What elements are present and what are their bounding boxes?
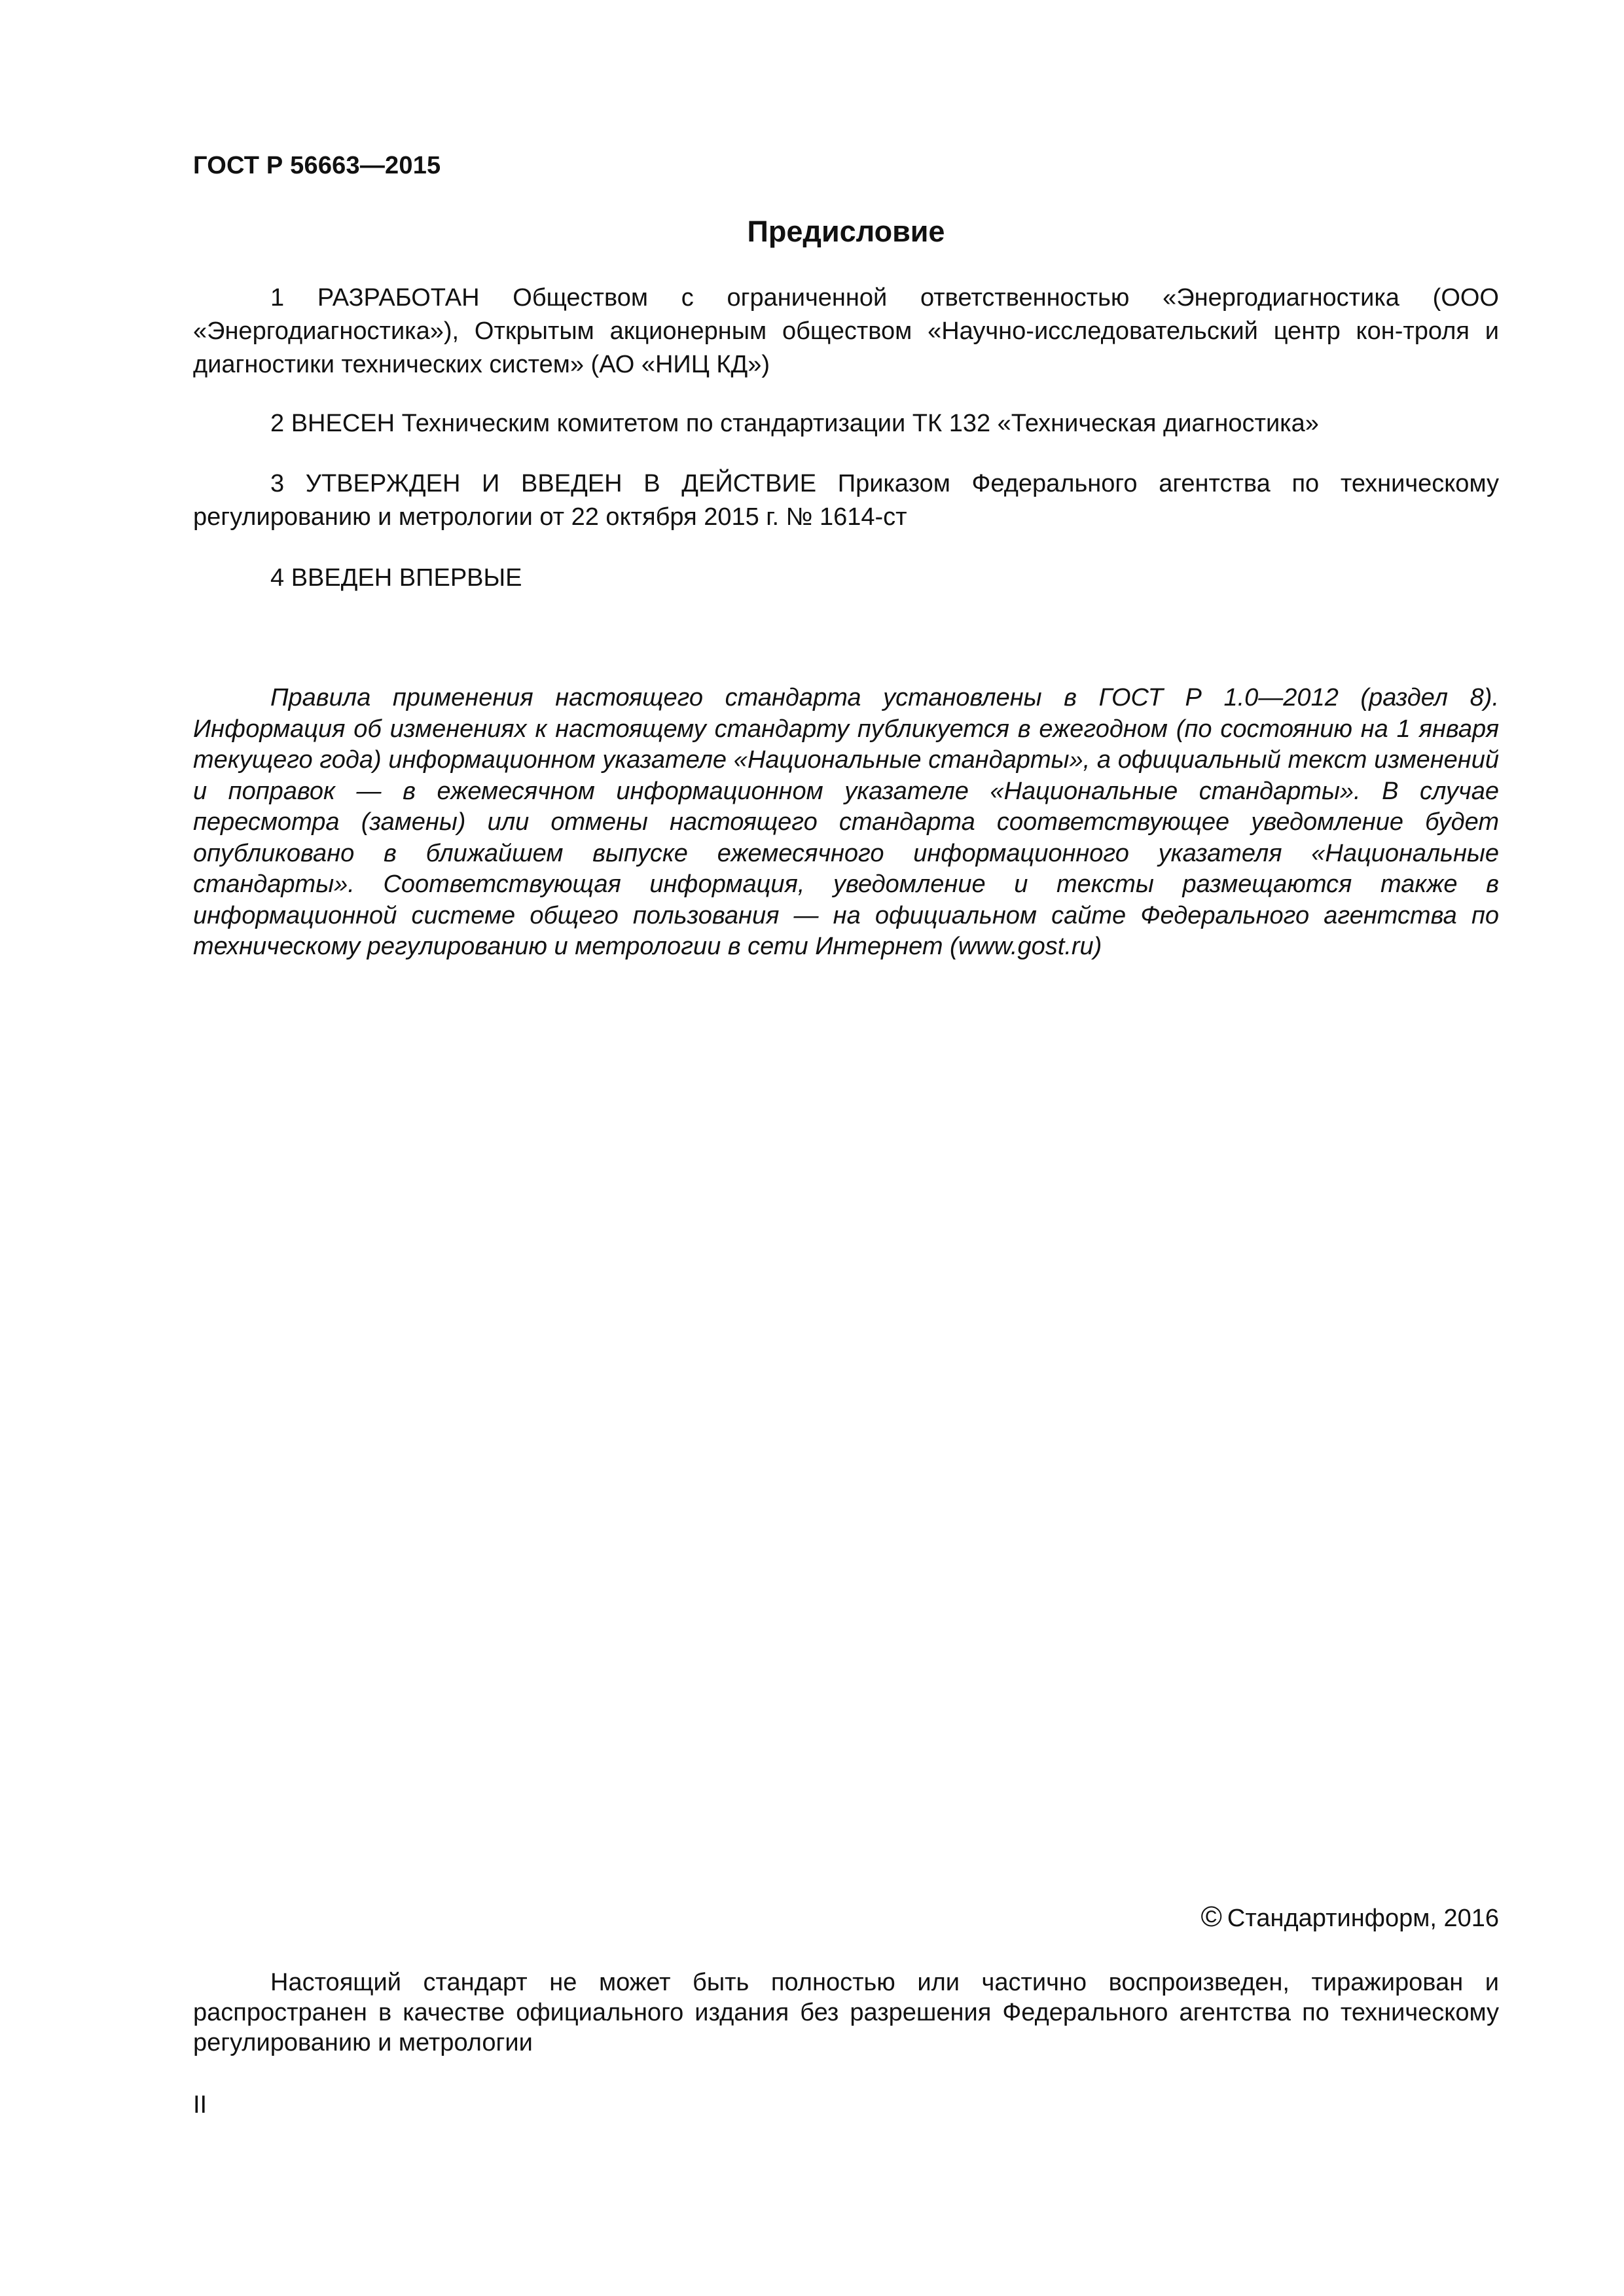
copyright-text: Стандартинформ, 2016 (1227, 1905, 1499, 1932)
page-number: II (193, 2091, 208, 2119)
foreword-item-1: 1 РАЗРАБОТАН Обществом с ограниченной ответственностью «Энергодиагностика (ООО «Энергодиагностика»), Открытым акционерным обществом «Научно-исследовательский центр кон-троля и диагностики технических систем» (АО «НИЦ КД») (193, 284, 1499, 378)
foreword-item-2: 2 ВНЕСЕН Техническим комитетом по стандартизации ТК 132 «Техническая диагностика» (270, 410, 1319, 437)
page-title: Предисловие (747, 215, 945, 248)
foreword-item-3: 3 УТВЕРЖДЕН И ВВЕДЕН В ДЕЙСТВИЕ Приказом Федерального агентства по техническому регулированию и метрологии от 22 октября 2015 г. № 1614-ст (193, 470, 1499, 531)
document-code: ГОСТ Р 56663—2015 (193, 152, 441, 179)
application-rules-notice: Правила применения настоящего стандарта установлены в ГОСТ Р 1.0—2012 (раздел 8). Информация об изменениях к настоящему стандарту публикуется в ежегодном (по состоянию на 1 января текущего года) информационном указателе «Национальные стандарты», а официальный текст изменений и поправок — в ежемесячном информационном указателе «Национальные стандарты». В случае пересмотра (замены) или отмены настоящего стандарта соответствующее уведомление будет опубликовано в ближайшем выпуске ежемесячного информационного указателя «Национальные стандарты». Соответствующая информация, уведомление и тексты размещаются также в информационной системе общего пользования — на официальном сайте Федерального агентства по техническому регулированию и метрологии в сети Интернет (www.gost.ru) (193, 684, 1499, 960)
foreword-item-4: 4 ВВЕДЕН ВПЕРВЫЕ (270, 564, 522, 592)
reproduction-rights-notice: Настоящий стандарт не может быть полностью или частично воспроизведен, тиражирован и распространен в качестве официального издания без разрешения Федерального агентства по техническому регулированию и метрологии (193, 1969, 1499, 2056)
copyright-icon: © (1200, 1901, 1222, 1933)
copyright-line (1201, 1901, 1500, 1933)
